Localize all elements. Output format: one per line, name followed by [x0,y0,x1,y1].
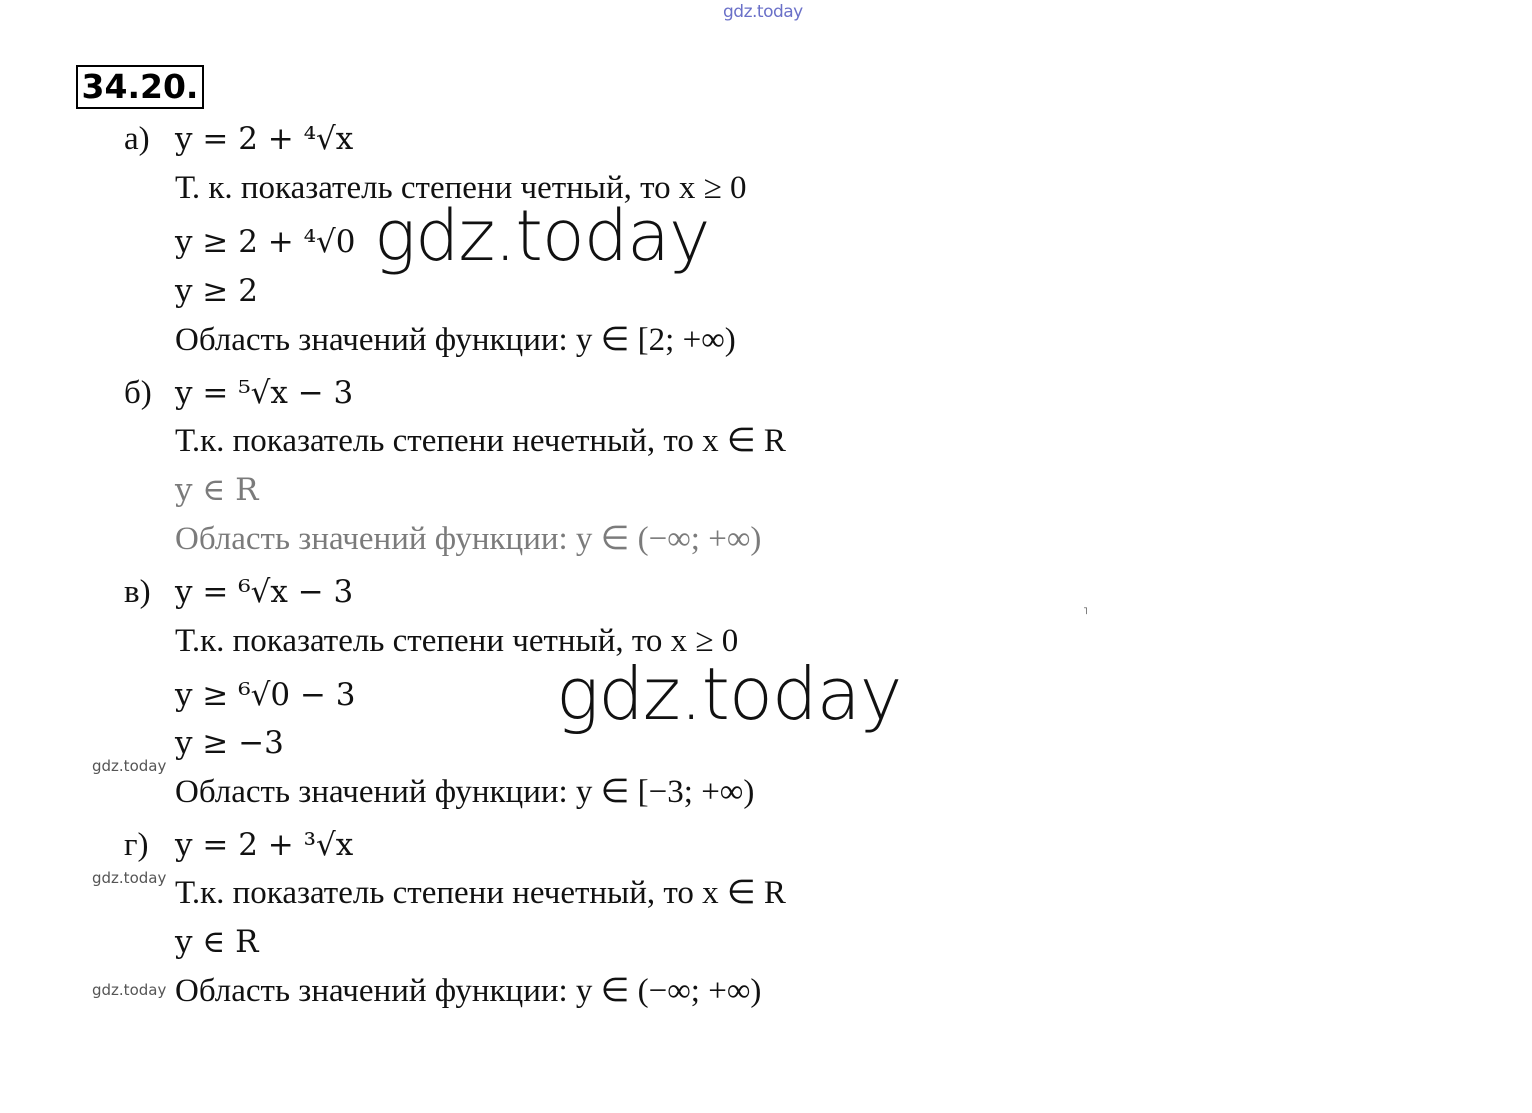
part-c-label: в) [124,574,151,610]
watermark-large-1: gdz.today [374,195,710,277]
part-c-function: y = ⁶√x − 3 [175,574,354,610]
part-c-reason: Т.к. показатель степени четный, то x ≥ 0 [175,623,739,659]
part-d-range: Область значений функции: y ∈ (−∞; +∞) [175,973,762,1009]
part-a-reason: Т. к. показатель степени четный, то x ≥ 0 [175,170,747,206]
watermark-top: gdz.today [723,2,803,22]
part-a-result: y ≥ 2 [175,273,258,309]
part-d-result: y ∈ R [175,924,259,960]
part-a-function: y = 2 + ⁴√x [175,121,354,157]
watermark-small-1: gdz.today [92,757,167,775]
watermark-small-2: gdz.today [92,869,167,887]
stray-mark: ˥ [1083,606,1088,617]
part-a-range: Область значений функции: y ∈ [2; +∞) [175,322,736,358]
part-c-step: y ≥ ⁶√0 − 3 [175,677,356,713]
part-b-result: y ∈ R [175,472,259,508]
part-c-result: y ≥ −3 [175,725,284,761]
part-c-range: Область значений функции: y ∈ [−3; +∞) [175,774,755,810]
watermark-large-2: gdz.today [556,652,902,736]
part-a-label: а) [124,121,150,157]
watermark-small-3: gdz.today [92,981,167,999]
part-d-function: y = 2 + ³√x [175,827,354,863]
problem-number: 34.20. [76,65,204,109]
part-d-label: г) [124,827,149,863]
part-a-step: y ≥ 2 + ⁴√0 [175,224,356,260]
part-d-reason: Т.к. показатель степени нечетный, то x ∈ R [175,875,786,911]
part-b-range: Область значений функции: y ∈ (−∞; +∞) [175,521,762,557]
part-b-function: y = ⁵√x − 3 [175,375,354,411]
part-b-label: б) [124,375,152,411]
part-b-reason: Т.к. показатель степени нечетный, то x ∈ R [175,423,786,459]
